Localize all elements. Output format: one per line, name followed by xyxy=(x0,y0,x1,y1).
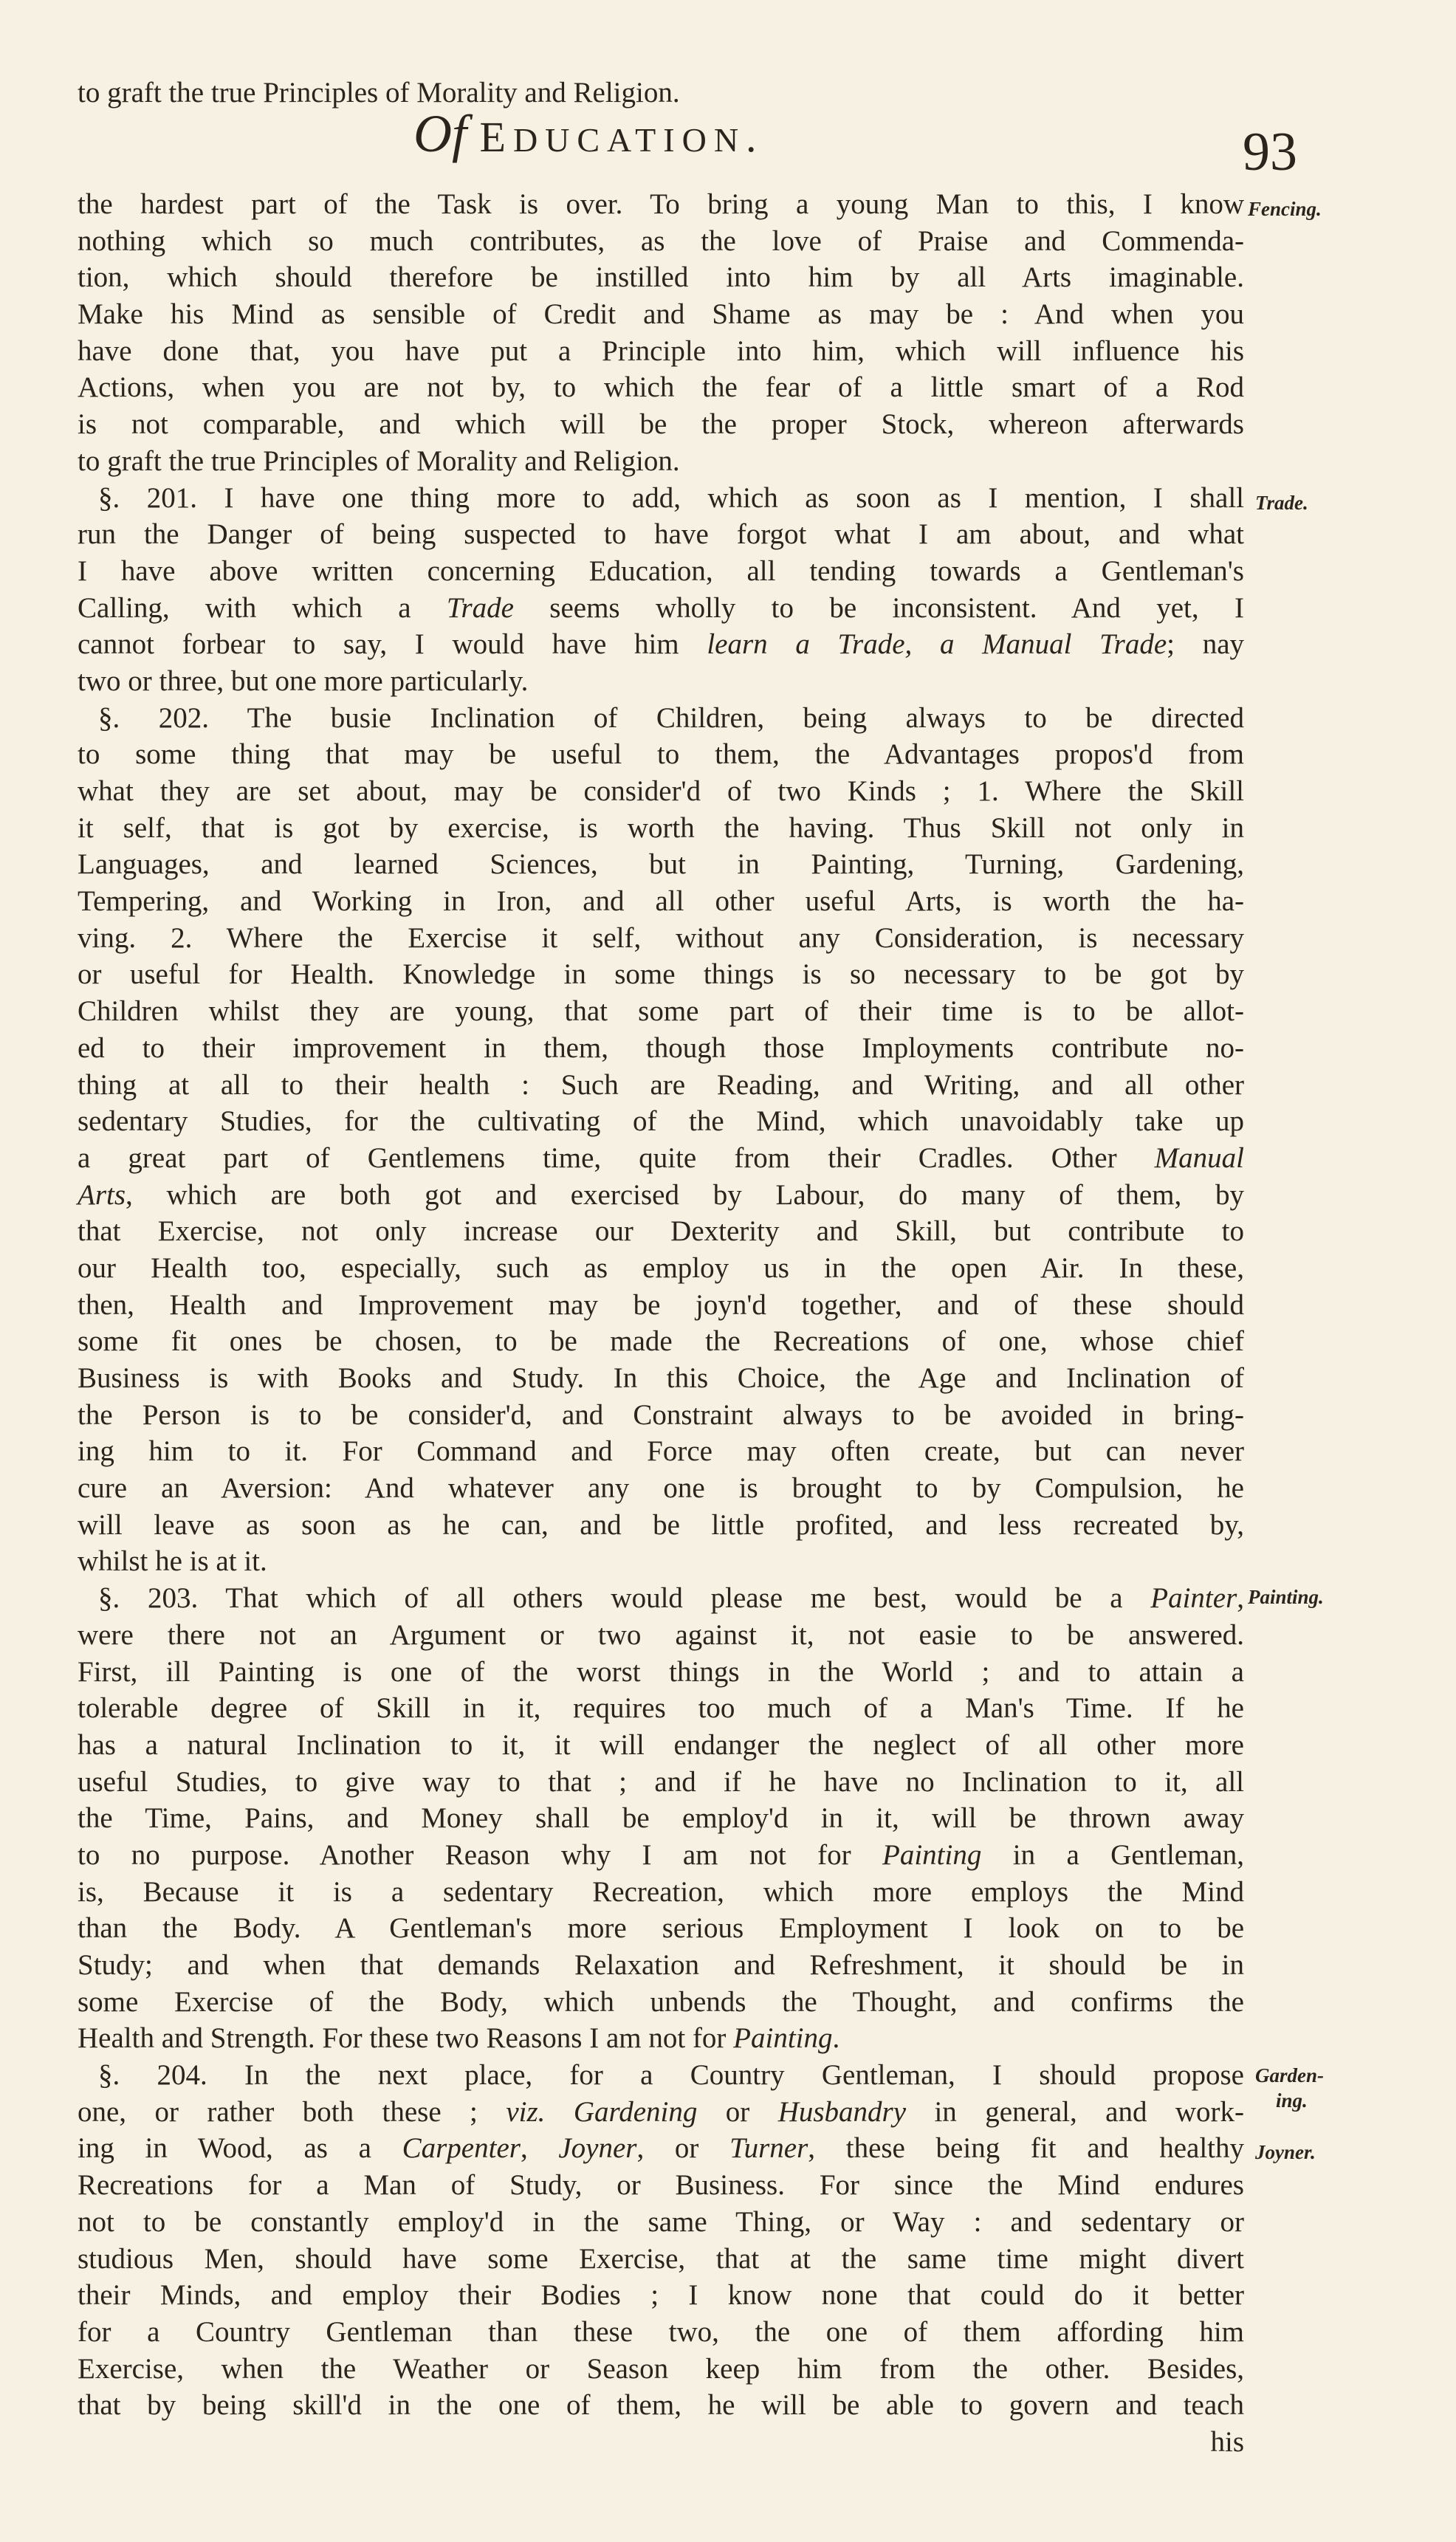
text-line: First, ill Painting is one of the worst things in the World ; and to attain a xyxy=(78,1655,1244,1688)
text-line: ing him to it. For Command and Force may often create, but can never xyxy=(78,1435,1244,1468)
margin-note-gardening-2: ing. xyxy=(1276,2089,1308,2112)
text-line: will leave as soon as he can, and be little profited, and less recreated by, xyxy=(78,1508,1244,1541)
text-line: it self, that is got by exercise, is worth the having. Thus Skill not only in xyxy=(78,811,1244,844)
text-line: ing in Wood, as a Carpenter, Joyner, or Turner, these being fit and healthy xyxy=(78,2132,1244,2165)
text-line: Calling, with which a Trade seems wholly to be inconsistent. And yet, I xyxy=(78,591,1244,624)
text-line: Study; and when that demands Relaxation and Refreshment, it should be in xyxy=(78,1949,1244,1981)
text-line: Tempering, and Working in Iron, and all other useful Arts, is worth the ha- xyxy=(78,885,1244,918)
text-line: I have above written concerning Education, all tending towards a Gentleman's xyxy=(78,554,1244,587)
text-line: run the Danger of being suspected to have forgot what I am about, and what xyxy=(78,518,1244,551)
text-line: to no purpose. Another Reason why I am not for Painting in a Gentleman, xyxy=(78,1838,1245,1871)
text-line: the Time, Pains, and Money shall be employ'd in it, will be thrown away xyxy=(78,1802,1244,1835)
text-line: Arts, which are both got and exercised by Labour, do many of them, by xyxy=(78,1178,1244,1211)
running-head-initial: E xyxy=(479,113,513,161)
paragraph-202-start: §. 202. The busie Inclination of Children, being always to be directed xyxy=(98,701,1244,734)
text-line: is not comparable, and which will be the proper Stock, whereon afterwards xyxy=(78,408,1244,441)
text-line: studious Men, should have some Exercise, that at the same time might divert xyxy=(78,2242,1244,2275)
text-line: useful Studies, to give way to that ; and if he have no Inclination to it, all xyxy=(78,1765,1244,1798)
previous-page-fragment: to graft the true Principles of Morality and Religion. xyxy=(78,77,680,109)
text-line: nothing which so much contributes, as the love of Praise and Commenda- xyxy=(78,224,1244,257)
text-line: Children whilst they are young, that some part of their time is to be allot- xyxy=(78,995,1244,1028)
text-line: tolerable degree of Skill in it, requires too much of a Man's Time. If he xyxy=(78,1692,1244,1725)
text-line: is, Because it is a sedentary Recreation, which more employs the Mind xyxy=(78,1875,1244,1908)
text-line: then, Health and Improvement may be joyn'd together, and of these should xyxy=(78,1288,1244,1321)
text-line: some fit ones be chosen, to be made the Recreations of one, whose chief xyxy=(78,1325,1244,1358)
running-head-title xyxy=(480,113,764,161)
text-line: two or three, but one more particularly. xyxy=(78,664,529,697)
text-line: one, or rather both these ; viz. Gardening or Husbandry in general, and work- xyxy=(78,2095,1244,2128)
running-head xyxy=(413,103,764,165)
text-line: the Person is to be consider'd, and Constraint always to be avoided in bring- xyxy=(78,1398,1244,1431)
text-line: sedentary Studies, for the cultivating of the Mind, which unavoidably take up xyxy=(78,1105,1244,1138)
text-line: have done that, you have put a Principle into him, which will influence his xyxy=(78,334,1244,367)
text-line: that by being skill'd in the one of them, he will be able to govern and teach xyxy=(78,2389,1244,2422)
text-line: Exercise, when the Weather or Season keep him from the other. Besides, xyxy=(78,2352,1244,2385)
body-text xyxy=(78,186,1244,2461)
text-line: or useful for Health. Knowledge in some things is so necessary to be got by xyxy=(78,958,1244,991)
text-line: Business is with Books and Study. In this Choice, the Age and Inclination of xyxy=(78,1362,1244,1394)
text-line: a great part of Gentlemens time, quite from their Cradles. Other Manual xyxy=(78,1141,1244,1174)
text-line: Languages, and learned Sciences, but in Painting, Turning, Gardening, xyxy=(78,848,1244,881)
text-line: cannot forbear to say, I would have him learn a Trade, a Manual Trade; nay xyxy=(78,628,1244,661)
text-line: ving. 2. Where the Exercise it self, without any Consideration, is necessary xyxy=(78,921,1244,954)
text-line: whilst he is at it. xyxy=(78,1545,267,1578)
paragraph-201-start: §. 201. I have one thing more to add, which as soon as I mention, I shall xyxy=(98,481,1244,514)
paragraph-203-start: §. 203. That which of all others would please me best, would be a Painter, xyxy=(98,1582,1244,1615)
text-line: ed to their improvement in them, though those Imployments contribute no- xyxy=(78,1031,1244,1064)
text-line: to graft the true Principles of Morality and Religion. xyxy=(78,444,680,477)
text-line: their Minds, and employ their Bodies ; I know none that could do it better xyxy=(78,2279,1244,2312)
text-line: Actions, when you are not by, to which the fear of a little smart of a Rod xyxy=(78,371,1244,404)
running-head-period: . xyxy=(746,113,764,161)
margin-note-joyner: Joyner. xyxy=(1255,2141,1316,2163)
catchword: his xyxy=(1210,2425,1244,2458)
text-line: thing at all to their health : Such are Reading, and Writing, and all other xyxy=(78,1068,1244,1101)
text-line: Recreations for a Man of Study, or Business. For since the Mind endures xyxy=(78,2169,1244,2202)
running-head-smallcaps: DUCATION xyxy=(512,121,746,159)
text-line: for a Country Gentleman than these two, the one of them affording him xyxy=(78,2315,1244,2348)
text-line: what they are set about, may be consider'd of two Kinds ; 1. Where the Skill xyxy=(78,775,1244,807)
margin-note-gardening-1: Garden- xyxy=(1255,2064,1324,2086)
text-line: Make his Mind as sensible of Credit and Shame as may be : And when you xyxy=(78,298,1244,331)
text-line: the hardest part of the Task is over. To bring a young Man to this, I know xyxy=(78,188,1244,220)
text-line: not to be constantly employ'd in the same Thing, or Way : and sedentary or xyxy=(78,2205,1244,2238)
running-head-of: Of xyxy=(413,104,467,163)
text-line: than the Body. A Gentleman's more serious Employment I look on to be xyxy=(78,1912,1244,1945)
margin-note-fencing: Fencing. xyxy=(1248,198,1322,220)
margin-note-painting: Painting. xyxy=(1248,1586,1324,1608)
paragraph-204-start: §. 204. In the next place, for a Country Gentleman, I should propose xyxy=(98,2059,1244,2092)
text-line: some Exercise of the Body, which unbends the Thought, and confirms the xyxy=(78,1985,1244,2018)
text-line: our Health too, especially, such as employ us in the open Air. In these, xyxy=(78,1251,1244,1284)
text-line: has a natural Inclination to it, it will endanger the neglect of all other more xyxy=(78,1728,1244,1761)
text-line: Health and Strength. For these two Reasons I am not for Painting. xyxy=(78,2022,840,2055)
text-line: tion, which should therefore be instilled into him by all Arts imaginable. xyxy=(78,261,1244,294)
text-line: to some thing that may be useful to them, the Advantages propos'd from xyxy=(78,738,1244,771)
text-line: that Exercise, not only increase our Dexterity and Skill, but contribute to xyxy=(78,1215,1244,1248)
margin-note-trade: Trade. xyxy=(1255,492,1308,514)
text-line: cure an Aversion: And whatever any one is brought to by Compulsion, he xyxy=(78,1472,1244,1505)
text-line: were there not an Argument or two against it, not easie to be answered. xyxy=(78,1618,1244,1651)
page-number: 93 xyxy=(1243,122,1297,182)
